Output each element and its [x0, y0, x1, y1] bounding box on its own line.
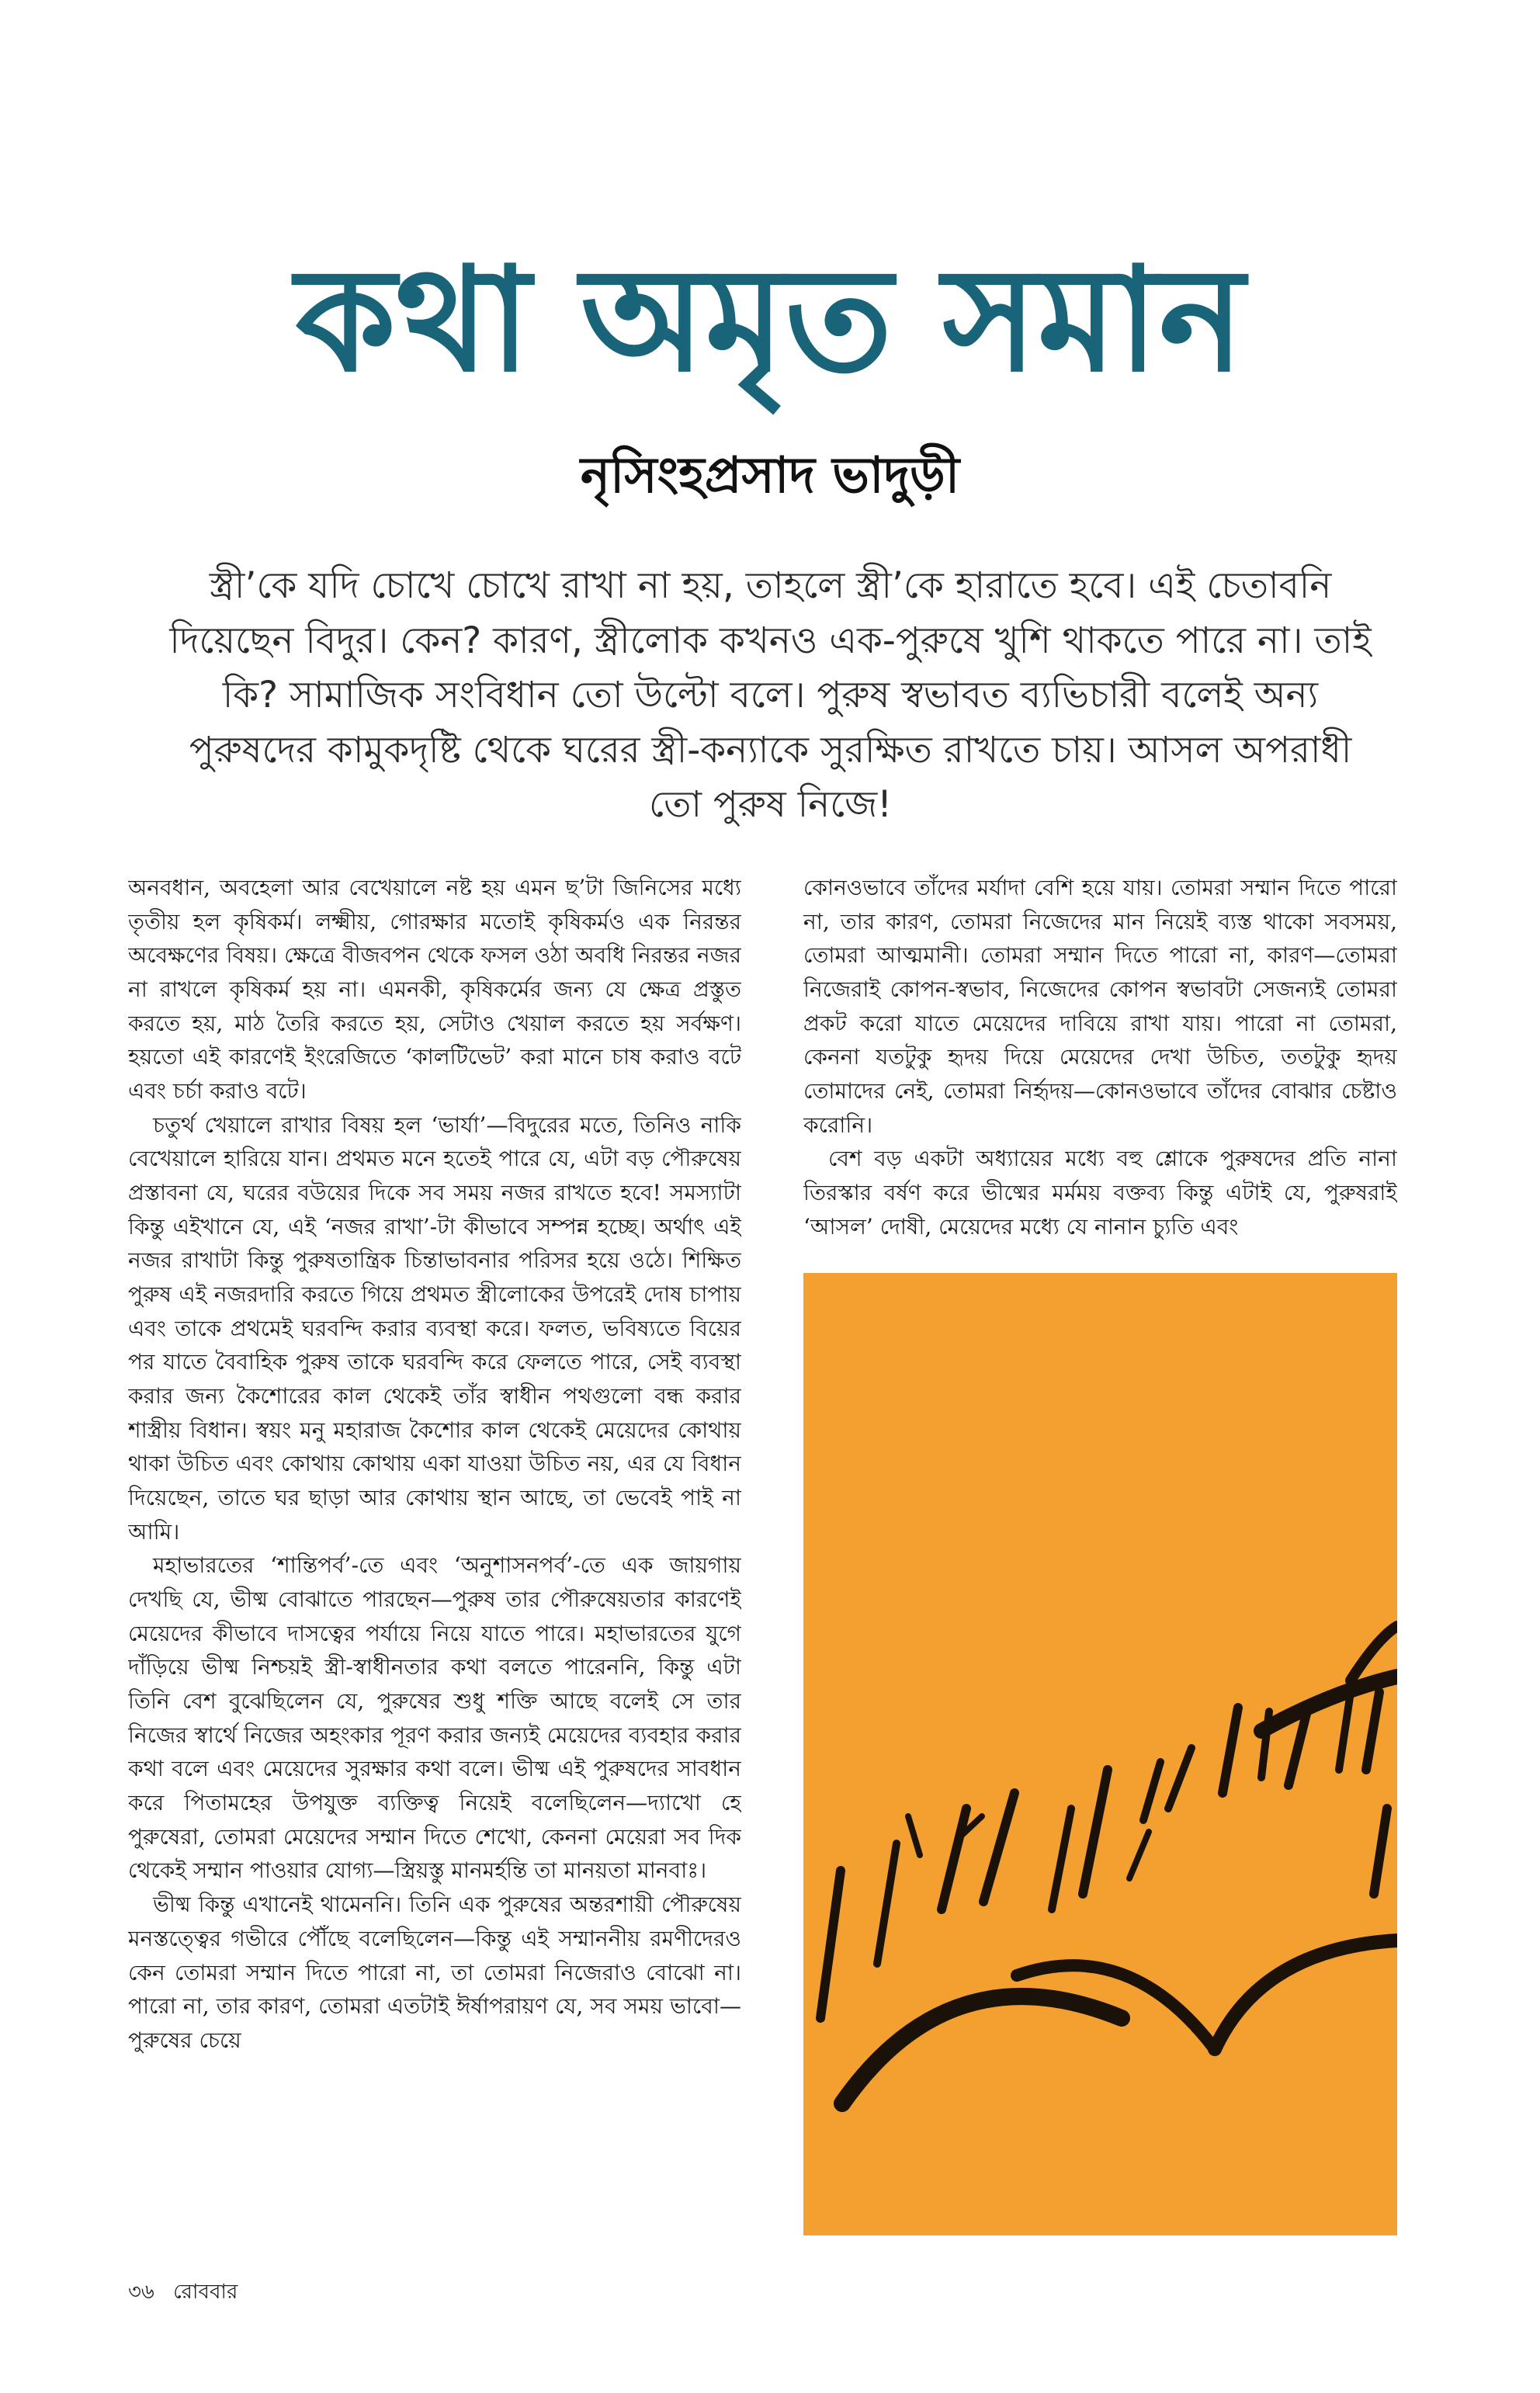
- illustration-canvas: [803, 1273, 1397, 2235]
- body-column-left: [128, 871, 741, 2260]
- body-paragraph: মহাভারতের ‘শান্তিপর্ব’-তে এবং ‘অনুশাসনপর্ব’-তে এক জায়গায় দেখছি যে, ভীষ্ম বোঝাতে পারছেন—পুরুষ তার পৌরুষেয়তার কারণেই মেয়েদের কীভাবে দাসত্বের পর্যায়ে নিয়ে যাতে পারে। মহাভারতের যুগে দাঁড়িয়ে ভীষ্ম নিশ্চয়ই স্ত্রী-স্বাধীনতার কথা বলতে পারেননি, কিন্তু এটা তিনি বেশ বুঝেছিলেন যে, পুরুষের শুধু শক্তি আছে বলেই সে তার নিজের স্বার্থে নিজের অহংকার পূরণ করার জন্যই মেয়েদের ব্যবহার করার কথা বলে এবং মেয়েদের সুরক্ষার কথা বলে। ভীষ্ম এই পুরুষদের সাবধান করে পিতামহের উপযুক্ত ব্যক্তিত্ব নিয়েই বলেছিলেন—দ্যাখো হে পুরুষেরা, তোমরা মেয়েদের সম্মান দিতে শেখো, কেননা মেয়েরা সব দিক থেকেই সম্মান পাওয়ার যোগ্য—স্ত্রিয়স্তু মানমর্হন্তি তা মানয়তা মানবাঃ।: [128, 1552, 741, 1884]
- page-number: ৩৬: [128, 2280, 154, 2304]
- body-paragraph: অনবধান, অবহেলা আর বেখেয়ালে নষ্ট হয় এমন ছ’টা জিনিসের মধ্যে তৃতীয় হল কৃষিকর্ম। লক্ষ্মীয়, গোরক্ষার মতোই কৃষিকর্মও এক নিরন্তর অবেক্ষণের বিষয়। ক্ষেত্রে বীজবপন থেকে ফসল ওঠা অবধি নিরন্তর নজর না রাখলে কৃষিকর্ম হয় না। এমনকী, কৃষিকর্মের জন্য যে ক্ষেত্র প্রস্তুত করতে হয়, মাঠ তৈরি করতে হয়, সেটাও খেয়াল করতে হয় সর্বক্ষণ। হয়তো এই কারণেই ইংরেজিতে ‘কালটিভেট’ করা মানে চাষ করাও বটে এবং চর্চা করাও বটে।: [128, 875, 741, 1105]
- illustration-background: [803, 1273, 1397, 2235]
- publication-name: রোববার: [173, 2280, 238, 2304]
- illustration: [803, 1273, 1397, 2235]
- body-paragraph: ভীষ্ম কিন্তু এখানেই থামেননি। তিনি এক পুরুষের অন্তরশায়ী পৌরুষেয় মনস্তত্ত্বের গভীরে পৌঁছে বলেছিলেন—কিন্তু এই সম্মাননীয় রমণীদেরও কেন তোমরা সম্মান দিতে পারো না, তা তোমরা নিজেরাও বোঝো না। পারো না, তার কারণ, তোমরা এতটাই ঈর্ষাপরায়ণ যে, সব সময় ভাবো—পুরুষের চেয়ে: [128, 1892, 741, 2053]
- article-title: কথা অমৃত সমান: [295, 236, 1245, 404]
- article-lede: স্ত্রী’কে যদি চোখে চোখে রাখা না হয়, তাহলে স্ত্রী’কে হারাতে হবে। এই চেতাবনি দিয়েছেন বিদুর। কেন? কারণ, স্ত্রীলোক কখনও এক-পুরুষে খুশি থাকতে পারে না। তাই কি? সামাজিক সংবিধান তো উল্টো বলে। পুরুষ স্বভাবত ব্যভিচারী বলেই অন্য পুরুষদের কামুকদৃষ্টি থেকে ঘরের স্ত্রী-কন্যাকে সুরক্ষিত রাখতে চায়। আসল অপরাধী তো পুরুষ নিজে!: [169, 564, 1372, 826]
- page-footer: [128, 2276, 238, 2310]
- body-paragraph: বেশ বড় একটা অধ্যায়ের মধ্যে বহু শ্লোকে পুরুষদের প্রতি নানা তিরস্কার বর্ষণ করে ভীষ্মের মর্মময় বক্তব্য কিন্তু এটাই যে, পুরুষরাই ‘আসল’ দোষী, মেয়েদের মধ্যে যে নানান চ্যুতি এবং: [803, 1146, 1397, 1240]
- body-paragraph: কোনওভাবে তাঁদের মর্যাদা বেশি হয়ে যায়। তোমরা সম্মান দিতে পারো না, তার কারণ, তোমরা নিজেদের মান নিয়েই ব্যস্ত থাকো সবসময়, তোমরা আত্মমানী। তোমরা সম্মান দিতে পারো না, কারণ—তোমরা নিজেরাই কোপন-স্বভাব, নিজেদের কোপন স্বভাবটা সেজন্যই তোমরা প্রকট করো যাতে মেয়েদের দাবিয়ে রাখা যায়। পারো না তোমরা, কেননা যতটুকু হৃদয় দিয়ে মেয়েদের দেখা উচিত, ততটুকু হৃদয় তোমাদের নেই, তোমরা নির্হৃদয়—কোনওভাবে তাঁদের বোঝার চেষ্টাও করোনি।: [803, 875, 1397, 1138]
- body-column-right: [803, 871, 1397, 1275]
- author-name: নৃসিংহপ্রসাদ ভাদুড়ী: [580, 447, 960, 505]
- body-paragraph: চতুর্থ খেয়ালে রাখার বিষয় হল ‘ভার্যা’—বিদুরের মতে, তিনিও নাকি বেখেয়ালে হারিয়ে যান। প্রথমত মনে হতেই পারে যে, এটা বড় পৌরুষেয় প্রস্তাবনা যে, ঘরের বউয়ের দিকে সব সময় নজর রাখতে হবে! সমস্যাটা কিন্তু এইখানে যে, এই ‘নজর রাখা’-টা কীভাবে সম্পন্ন হচ্ছে। অর্থাৎ এই নজর রাখাটা কিন্তু পুরুষতান্ত্রিক চিন্তাভাবনার পরিসর হয়ে ওঠে। শিক্ষিত পুরুষ এই নজরদারি করতে গিয়ে প্রথমত স্ত্রীলোকের উপরেই দোষ চাপায় এবং তাকে প্রথমেই ঘরবন্দি করার ব্যবস্থা করে। ফলত, ভবিষ্যতে বিয়ের পর যাতে বৈবাহিক পুরুষ তাকে ঘরবন্দি করে ফেলতে পারে, সেই ব্যবস্থা করার জন্য কৈশোরের কাল থেকেই তাঁর স্বাধীন পথগুলো বন্ধ করার শাস্ত্রীয় বিধান। স্বয়ং মনু মহারাজ কৈশোর কাল থেকেই মেয়েদের কোথায় থাকা উচিত এবং কোথায় কোথায় একা যাওয়া উচিত নয়, এর যে বিধান দিয়েছেন, তাতে ঘর ছাড়া আর কোথায় স্থান আছে, তা ভেবেই পাই না আমি।: [128, 1112, 741, 1545]
